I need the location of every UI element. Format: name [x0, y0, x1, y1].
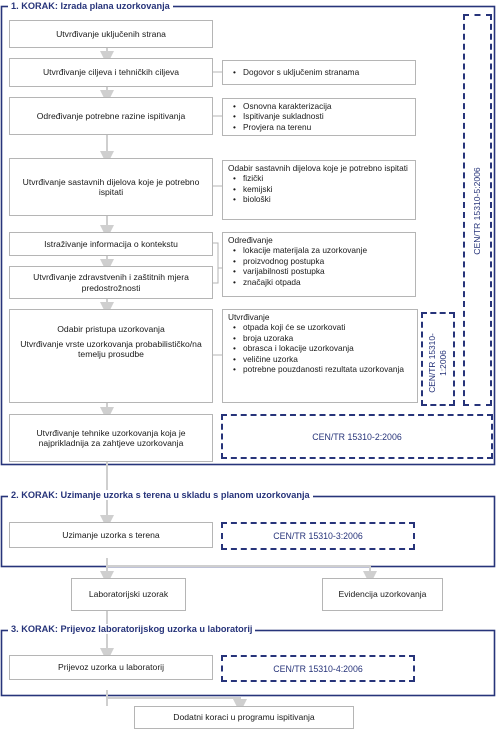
box-sampling-technique: Utvrđivanje tehnike uzorkovanja koja je najprikladnija za zahtjeve uzorkovanja	[9, 414, 213, 462]
note-item: • proizvodnog postupka	[243, 256, 410, 266]
note-item: • broja uzoraka	[243, 333, 412, 343]
note-item: • potrebne pouzdanosti rezultata uzorkovanja	[243, 364, 412, 374]
note-item: • lokacije materijala za uzorkovanje	[243, 245, 410, 255]
note-item: • fizički	[243, 173, 410, 183]
ref-part5-label: CEN/TR 15310-5:2006	[472, 167, 482, 255]
step2-title: 2. KORAK: Uzimanje uzorka s terena u skladu s planom uzorkovanja	[8, 490, 313, 500]
box-identify-parties: Utvrđivanje uključenih strana	[9, 20, 213, 48]
box-identify-objectives: Utvrđivanje ciljeva i tehničkih ciljeva	[9, 58, 213, 87]
note-item: • biološki	[243, 194, 410, 204]
ref-part4-box: CEN/TR 15310-4:2006	[221, 655, 415, 682]
sampling-approach-label: Odabir pristupa uzorkovanja	[57, 324, 165, 334]
box-constituents: Utvrđivanje sastavnih dijelova koje je potrebno ispitati	[9, 158, 213, 216]
ref-part2-box: CEN/TR 15310-2:2006	[221, 414, 493, 459]
note-heading: Utvrđivanje	[228, 312, 270, 322]
box-further-steps: Dodatni koraci u programu ispitivanja	[134, 706, 354, 729]
note-testing-levels	[222, 98, 416, 136]
note-item: • značajki otpada	[243, 277, 410, 287]
note-item: • kemijski	[243, 184, 410, 194]
box-transport: Prijevoz uzorka u laboratorij	[9, 655, 213, 680]
box-field-sampling: Uzimanje uzorka s terena	[9, 522, 213, 548]
box-context-info: Istraživanje informacija o kontekstu	[9, 232, 213, 256]
note-item: • obrasca i lokacije uzorkovanja	[243, 343, 412, 353]
box-testing-level: Određivanje potrebne razine ispitivanja	[9, 97, 213, 135]
box-lab-sample: Laboratorijski uzorak	[71, 578, 186, 611]
note-item: • Dogovor s uključenim stranama	[243, 67, 359, 77]
note-item: • veličine uzorka	[243, 354, 412, 364]
note-heading: Određivanje	[228, 235, 273, 245]
box-safety-measures: Utvrđivanje zdravstvenih i zaštitnih mjera predostrožnosti	[9, 266, 213, 299]
note-constituents	[222, 160, 416, 220]
step3-title: 3. KORAK: Prijevoz laboratorijskog uzorka u laboratorij	[8, 624, 255, 634]
note-item: • varijabilnosti postupka	[243, 266, 410, 276]
box-sampling-approach	[9, 309, 213, 403]
note-item: • Provjera na terenu	[243, 122, 410, 132]
note-agreement	[222, 60, 416, 85]
note-item: • Osnovna karakterizacija	[243, 101, 410, 111]
note-item: • Ispitivanje sukladnosti	[243, 111, 410, 121]
box-sampling-record: Evidencija uzorkovanja	[322, 578, 443, 611]
ref-part3-box: CEN/TR 15310-3:2006	[221, 522, 415, 550]
note-sampling-plan	[222, 309, 418, 403]
note-connectors	[213, 72, 222, 355]
ref-part1-label: CEN/TR 15310- 1:2006	[427, 333, 448, 393]
note-heading: Odabir sastavnih dijelova koje je potrebno ispitati	[228, 163, 408, 173]
sampling-type-label: Utvrđivanje vrste uzorkovanja probabilističko/na temelju prosudbe	[20, 338, 202, 359]
note-item: • otpada koji će se uzorkovati	[243, 322, 412, 332]
note-context	[222, 232, 416, 297]
step1-title: 1. KORAK: Izrada plana uzorkovanja	[8, 1, 173, 11]
